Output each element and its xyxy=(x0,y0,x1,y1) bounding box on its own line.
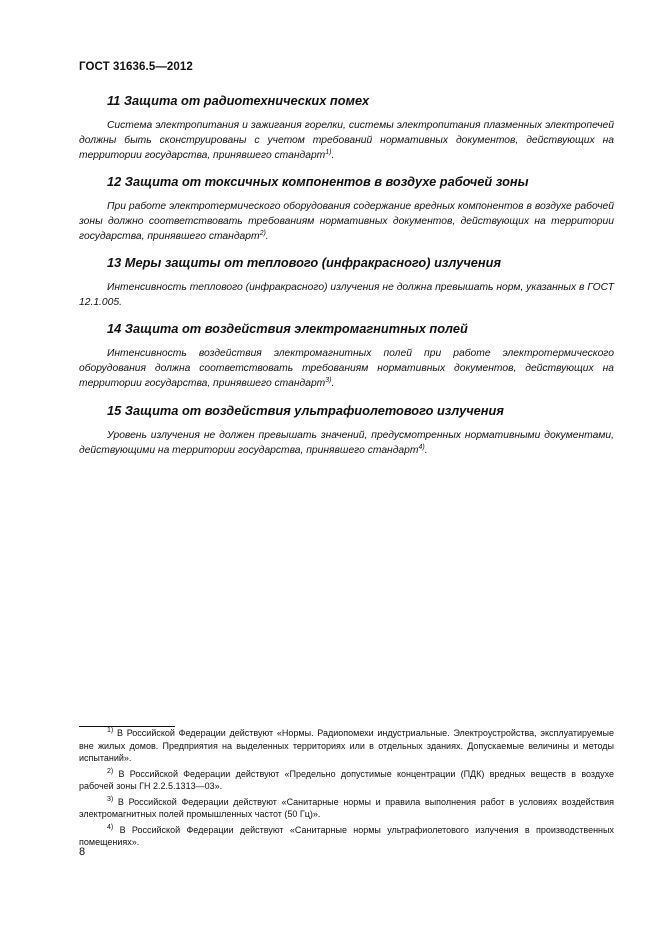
section-paragraph: Интенсивность воздействия электромагнитных полей при работе электротермического оборудования должна соответствовать требованиям нормативных документов, действующих на территории государства, принявшего стандарт$^{3)}$. xyxy=(79,348,614,389)
page-number: 8 xyxy=(79,846,86,858)
section-11 xyxy=(79,93,614,163)
footnote: $^{4)}$ В Российской Федерации действуют «Санитарные нормы ультрафиолетового излучения в производственных помещениях». xyxy=(79,823,614,847)
section-heading: 12 Защита от токсичных компонентов в воздухе рабочей зоны xyxy=(107,174,529,189)
section-heading: 15 Защита от воздействия ультрафиолетового излучения xyxy=(107,403,504,418)
section-heading: 14 Защита от воздействия электромагнитных полей xyxy=(107,321,468,336)
section-13 xyxy=(79,255,614,310)
section-heading: 13 Меры защиты от теплового (инфракрасного) излучения xyxy=(107,255,501,270)
footnote-ref: 4) xyxy=(418,444,425,451)
section-14 xyxy=(79,321,614,391)
footnote-mark: 3) xyxy=(107,795,114,803)
section-paragraph: При работе электротермического оборудования содержание вредных компонентов в воздухе рабочей зоны должно соответствовать требованиям нормативных документов, действующих на территории государства, принявшего стандарт$^{2)}$. xyxy=(79,201,614,242)
footnote: $^{2)}$ В Российской Федерации действуют «Предельно допустимые концентрации (ПДК) вредных веществ в воздухе рабочей зоны ГН 2.2.5.1313—03». xyxy=(79,767,614,791)
document-header: ГОСТ 31636.5—2012 xyxy=(79,61,193,73)
section-paragraph: Уровень излучения не должен превышать значений, предусмотренных нормативными документами, действующими на территории государства, принявшего стандарт$^{4)}$. xyxy=(79,430,614,456)
section-15 xyxy=(79,403,614,458)
footnote-mark: 4) xyxy=(107,823,114,831)
section-heading: 11 Защита от радиотехнических помех xyxy=(107,93,370,108)
section-paragraph: Система электропитания и зажигания горелки, системы электропитания плазменных электропечей должны быть сконструированы с учетом требований нормативных документов, действующих на территории государства, принявшего стандарт$^{1)}$. xyxy=(79,120,614,161)
footnote-mark: 2) xyxy=(107,767,114,775)
footnote-mark: 1) xyxy=(107,727,114,734)
section-12 xyxy=(79,174,614,244)
footnote-ref: 1) xyxy=(325,149,332,156)
footnotes xyxy=(79,727,614,852)
footnote-ref: 3) xyxy=(325,377,332,384)
footnote: $^{1)}$ В Российской Федерации действуют «Нормы. Радиопомехи индустриальные. Электроустройства, эксплуатируемые вне жилых домов. Предприятия на выделенных территориях или в отдельных зданиях. Допускаемые величины и методы испытаний». xyxy=(79,727,614,763)
footnote-ref: 2) xyxy=(259,230,266,237)
footnote: $^{3)}$ В Российской Федерации действуют «Санитарные нормы и правила выполнения работ в условиях воздействия электромагнитных полей промышленных частот (50 Гц)». xyxy=(79,795,614,819)
section-paragraph: Интенсивность теплового (инфракрасного) излучения не должна превышать норм, указанных в ГОСТ 12.1.005. xyxy=(79,282,614,308)
